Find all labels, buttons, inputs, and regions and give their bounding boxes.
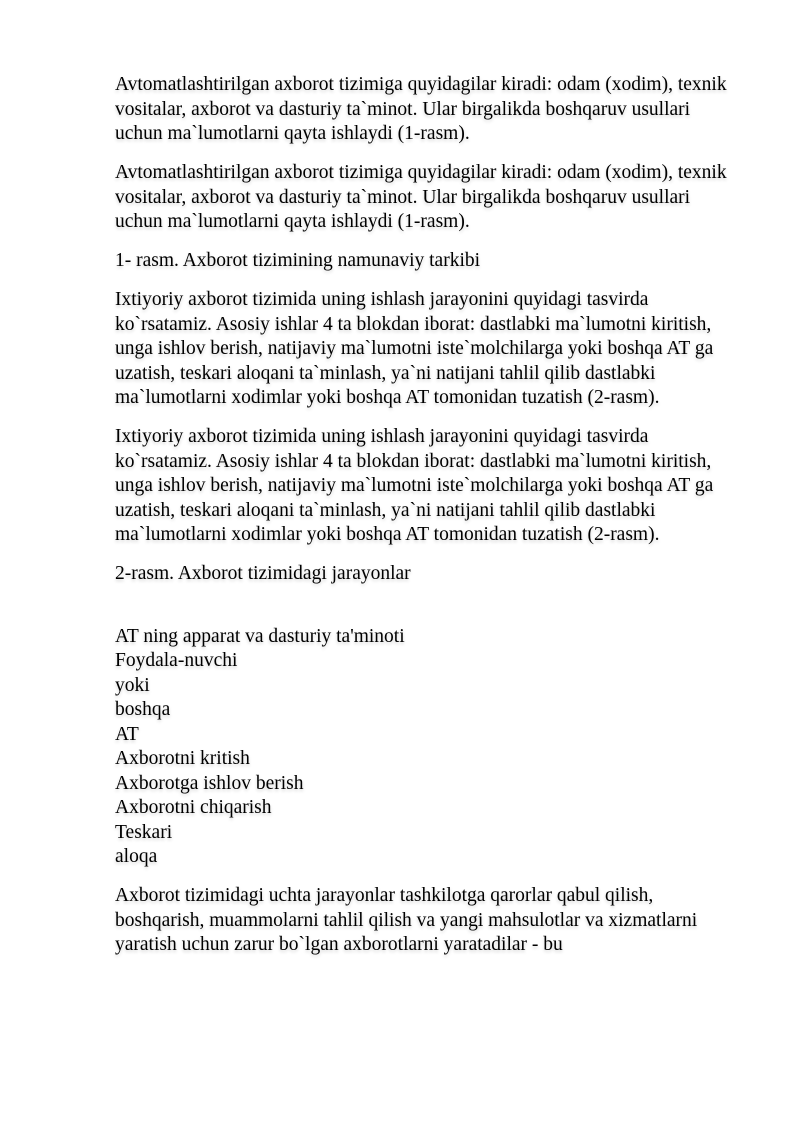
figure-caption-2: 2-rasm. Axborot tizimidagi jarayonlar — [115, 563, 411, 584]
diagram-label: AT — [115, 723, 139, 745]
diagram-label: Foydala-nuvchi — [115, 650, 238, 671]
diagram-label-list — [115, 625, 735, 870]
paragraph-intro-1: Avtomatlashtirilgan axborot tizimiga quyidagilar kiradi: odam (xodim), texnik vositalar, axborot va dasturiy ta`minot. Ular birgalikda boshqaruv usullari uchun ma`lumotlarni qayta ishlaydi (1-rasm). — [115, 74, 727, 144]
figure-caption-1: 1- rasm. Axborot tizimining namunaviy tarkibi — [115, 250, 481, 271]
diagram-label: yoki — [115, 674, 150, 696]
paragraph-intro-2: Avtomatlashtirilgan axborot tizimiga quyidagilar kiradi: odam (xodim), texnik vositalar, axborot va dasturiy ta`minot. Ular birgalikda boshqaruv usullari uchun ma`lumotlarni qayta ishlaydi (1-rasm). — [115, 162, 727, 232]
paragraph-process-1: Ixtiyoriy axborot tizimida uning ishlash jarayonini quyidagi tasvirda ko`rsatamiz. Asosiy ishlar 4 ta blokdan iborat: dastlabki ma`lumotni kiritish, unga ishlov berish, natijaviy ma`lumotni iste`molchilarga yoki boshqa AT ga uzatish, teskari aloqani ta`minlash, ya`ni natijani tahlil qilib dastlabki ma`lumotlarni xodimlar yoki boshqa AT tomonidan tuzatish (2-rasm). — [115, 289, 714, 408]
diagram-label: Axborotni kritish — [115, 748, 250, 769]
diagram-label: Axborotga ishlov berish — [115, 772, 304, 794]
paragraph-process-2: Ixtiyoriy axborot tizimida uning ishlash jarayonini quyidagi tasvirda ko`rsatamiz. Asosiy ishlar 4 ta blokdan iborat: dastlabki ma`lumotni kiritish, unga ishlov berish, natijaviy ma`lumotni iste`molchilarga yoki boshqa AT ga uzatish, teskari aloqani ta`minlash, ya`ni natijani tahlil qilib dastlabki ma`lumotlarni xodimlar yoki boshqa AT tomonidan tuzatish (2-rasm). — [115, 426, 714, 545]
diagram-label: Teskari — [115, 821, 173, 843]
diagram-label: AT ning apparat va dasturiy ta'minoti — [115, 625, 405, 647]
diagram-label: Axborotni chiqarish — [115, 797, 272, 818]
diagram-label: boshqa — [115, 699, 171, 720]
paragraph-summary: Axborot tizimidagi uchta jarayonlar tashkilotga qarorlar qabul qilish, boshqarish, muammolarni tahlil qilish va yangi mahsulotlar va xizmatlarni yaratish uchun zarur bo`lgan axborotlarni yaratadilar - bu — [115, 885, 698, 955]
diagram-label: aloqa — [115, 846, 158, 867]
document-body — [115, 73, 735, 972]
